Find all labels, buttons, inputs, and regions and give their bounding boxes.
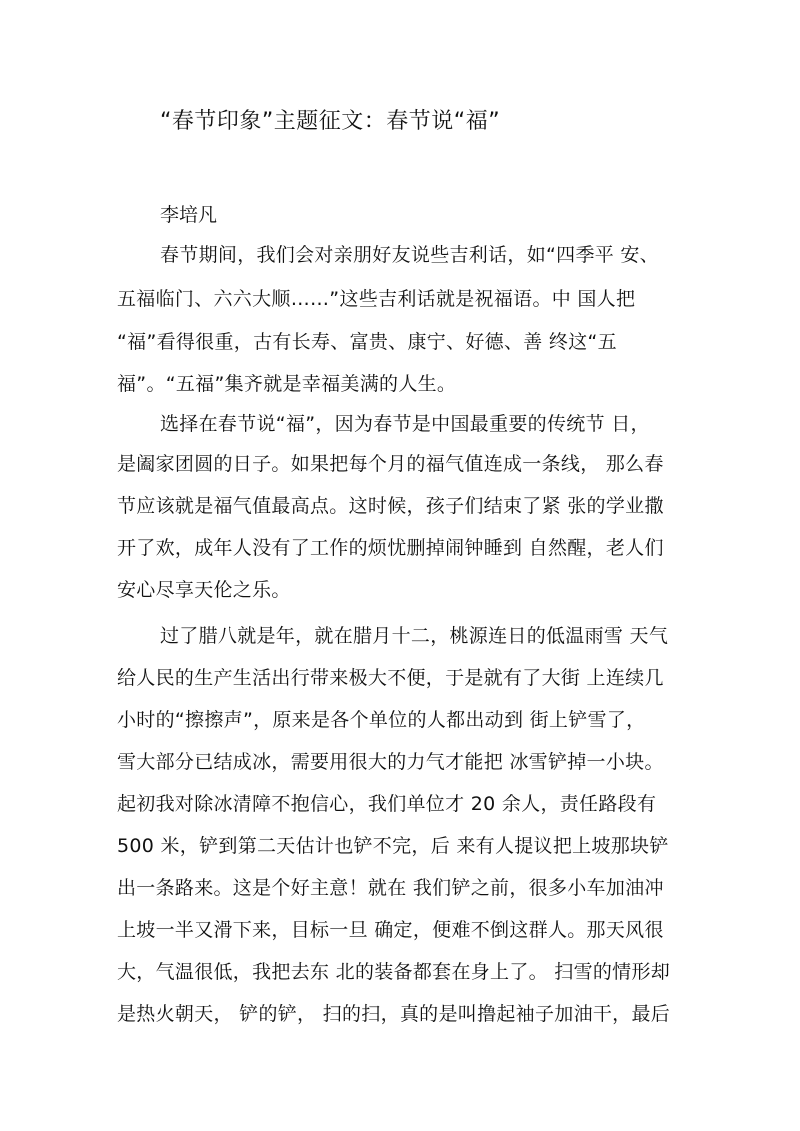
text-line: 春节期间，我们会对亲朋好友说些吉利话，如“四季平 安、 bbox=[160, 244, 659, 266]
text-line: 开了欢，成年人没有了工作的烦忧删掉闹钟睡到 自然醒，老人们 bbox=[117, 537, 664, 559]
text-line: 大，气温很低，我把去东 北的装备都套在身上了。 扫雪的情形却 bbox=[117, 961, 671, 983]
text-line: 福”。“五福”集齐就是幸福美满的人生。 bbox=[117, 373, 457, 395]
text-line: 小时的“擦擦声”，原来是各个单位的人都出动到 街上铲雪了， bbox=[117, 709, 646, 731]
author-name: 李培凡 bbox=[160, 204, 218, 226]
text-line: 给人民的生产生活出行带来极大不便，于是就有了大街 上连续几 bbox=[117, 667, 664, 689]
text-line: 雪大部分已结成冰，需要用很大的力气才能把 冰雪铲掉一小块。 bbox=[117, 751, 664, 773]
text-line: 上坡一半又滑下来，目标一旦 确定，便难不倒这群人。那天风很 bbox=[117, 919, 664, 941]
text-line: 500 米，铲到第二天估计也铲不完，后 来有人提议把上坡那块铲 bbox=[117, 835, 669, 857]
text-line: 安心尽享天伦之乐。 bbox=[117, 579, 291, 601]
document-title: “春节印象”主题征文：春节说“福” bbox=[160, 109, 501, 134]
text-line: 五福临门、六六大顺……”这些吉利话就是祝福语。中 国人把 bbox=[117, 288, 636, 310]
text-line: 过了腊八就是年，就在腊月十二，桃源连日的低温雨雪 天气 bbox=[160, 625, 669, 647]
text-line: 出一条路来。这是个好主意！就在 我们铲之前，很多小车加油冲 bbox=[117, 877, 664, 899]
text-line: “福”看得很重，古有长寿、富贵、康宁、好德、善 终这“五 bbox=[117, 331, 617, 353]
text-line: 是阖家团圆的日子。如果把每个月的福气值连成一条线， 那么春 bbox=[117, 453, 664, 475]
text-line: 节应该就是福气值最高点。这时候，孩子们结束了紧 张的学业撒 bbox=[117, 495, 664, 517]
text-line: 是热火朝天， 铲的铲， 扫的扫，真的是叫撸起袖子加油干，最后 bbox=[117, 1003, 671, 1025]
text-line: 选择在春节说“福”，因为春节是中国最重要的传统节 日， bbox=[160, 413, 650, 435]
text-line: 起初我对除冰清障不抱信心，我们单位才 20 余人，责任路段有 bbox=[117, 793, 657, 815]
